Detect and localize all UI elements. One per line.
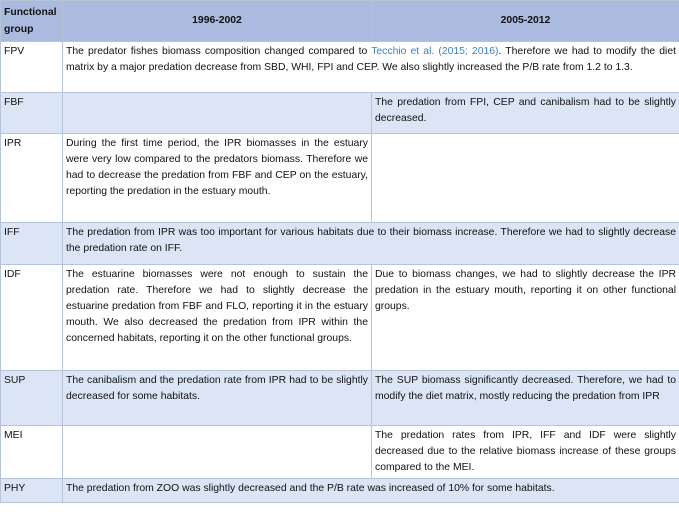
period2-note-cell: The SUP biomass significantly decreased. Therefore, we had to modify the diet matrix, mostly reducing the predation from IPR xyxy=(372,371,679,426)
note-text: . Therefore we had to modify the diet matrix by a major predation decrease from SBD, WHI, FPI and CEP. We also slightly increased the P/B rate from 1.2 to 1.3. xyxy=(66,46,676,73)
table-row xyxy=(1,223,679,265)
table-row xyxy=(1,134,679,223)
group-cell: PHY xyxy=(1,479,63,503)
header-period-1996-2002: 1996-2002 xyxy=(63,1,372,42)
period2-note-cell: The predation from FPI, CEP and canibalism had to be slightly decreased. xyxy=(372,93,679,134)
group-cell: MEI xyxy=(1,426,63,479)
table-row xyxy=(1,42,679,93)
group-cell: IPR xyxy=(1,134,63,223)
group-cell: SUP xyxy=(1,371,63,426)
merged-note-cell: The predation from ZOO was slightly decreased and the P/B rate was increased of 10% for some habitats. xyxy=(63,479,679,503)
period1-note-cell: The canibalism and the predation rate from IPR had to be slightly decreased for some habitats. xyxy=(63,371,372,426)
table-row xyxy=(1,371,679,426)
header-period-2005-2012: 2005-2012 xyxy=(372,1,679,42)
group-cell: FPV xyxy=(1,42,63,93)
note-text: The predator fishes biomass composition changed compared to xyxy=(66,46,372,57)
group-cell: IFF xyxy=(1,223,63,265)
period1-note-cell xyxy=(63,426,372,479)
merged-note-cell xyxy=(63,42,679,93)
table-row xyxy=(1,426,679,479)
period2-note-cell: Due to biomass changes, we had to slightly decrease the IPR predation in the estuary mouth, reporting it on other functional groups. xyxy=(372,265,679,371)
group-cell: FBF xyxy=(1,93,63,134)
table-row xyxy=(1,265,679,371)
period1-note-cell: The estuarine biomasses were not enough to sustain the predation rate. Therefore we had to slightly decrease the estuarine predation from FBF and FLO, reporting it in the estuary mouth. We also decreased the predation from IPR within the concerned habitats, reporting it on the other functional groups. xyxy=(63,265,372,371)
period1-note-cell: During the first time period, the IPR biomasses in the estuary were very low compared to the predators biomass. Therefore we had to decrease the predation from FBF and CEP on the estuary, reporting the predation in the estuary mouth. xyxy=(63,134,372,223)
table-row xyxy=(1,93,679,134)
header-functional-group: Functional group xyxy=(1,1,63,42)
group-cell: IDF xyxy=(1,265,63,371)
period2-note-cell: The predation rates from IPR, IFF and IDF were slightly decreased due to the relative biomass increase of these groups compared to the MEI. xyxy=(372,426,679,479)
period1-note-cell xyxy=(63,93,372,134)
reference-link[interactable]: Tecchio et al. (2015; 2016) xyxy=(371,46,499,57)
period2-note-cell xyxy=(372,134,679,223)
merged-note-cell: The predation from IPR was too important for various habitats due to their biomass increase. Therefore we had to slightly decrease the predation rate on IFF. xyxy=(63,223,679,265)
table-row xyxy=(1,479,679,503)
table-header-row xyxy=(1,1,679,42)
